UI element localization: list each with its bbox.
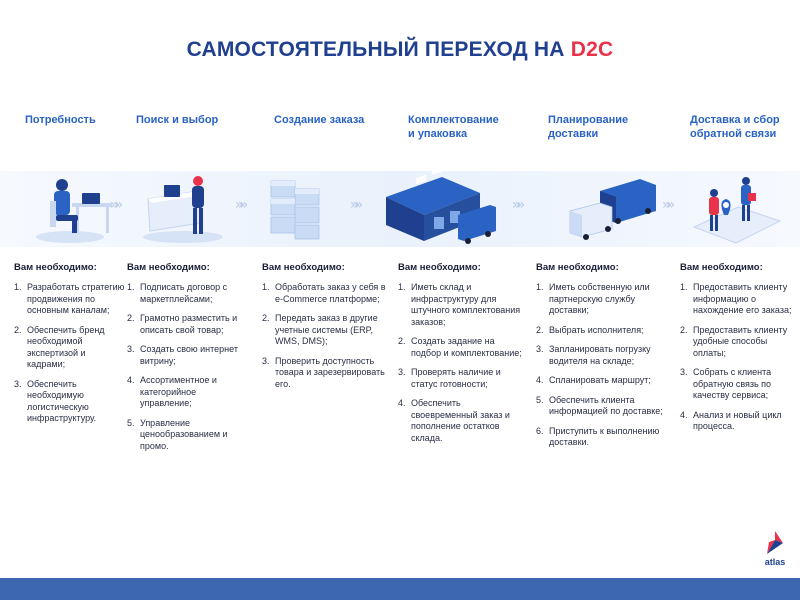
title-main: САМОСТОЯТЕЛЬНЫЙ ПЕРЕХОД НА (186, 38, 571, 61)
column-heading: Вам необходимо: (14, 262, 97, 273)
list-item: 2. Выбрать исполнителя; (536, 324, 644, 335)
chevron-right-icon: »» (235, 197, 245, 213)
list-item: 4. Обеспечить своевременный заказ и пополнение остатков склада. (398, 398, 510, 443)
list-item: 2. Передать заказ в другие учетные системы (ERP, WMS, DMS); (262, 313, 378, 346)
list-item: 4. Ассортиментное и категорийное управление; (127, 375, 217, 408)
stage-label-order: Создание заказа (274, 114, 365, 126)
chevron-right-icon: »» (110, 197, 120, 213)
list-item: 1. Иметь склад и инфраструктуру для штучного комплектования заказов; (398, 282, 521, 327)
list-item: 1. Иметь собственную или партнерскую службу доставки; (536, 282, 650, 315)
list-item: 2. Грамотно разместить и описать свой товар; (127, 313, 238, 335)
stage-label-need: Потребность (25, 114, 96, 126)
list-item: 3. Запланировать погрузку водителя на складе; (536, 344, 651, 366)
stage-label-picking: Комплектование и упаковка (408, 114, 499, 140)
list-item: 5. Управление ценообразованием и промо. (127, 417, 228, 451)
atlas-logo (761, 530, 789, 570)
list-item: 4. Анализ и новый цикл процесса. (680, 409, 782, 431)
list-item: 4. Спланировать маршрут; (536, 375, 651, 385)
logo-text: atlas (764, 557, 786, 567)
chevron-right-icon: »» (350, 197, 360, 213)
requirements-column-delivery (680, 262, 794, 441)
list-item: 6. Приступить к выполнению доставки. (536, 425, 660, 447)
list-item: 5. Обеспечить клиента информацией по доставке; (536, 394, 663, 416)
chevron-right-icon: »» (512, 197, 522, 213)
stage-label-delivery: Доставка и сбор обратной связи (690, 114, 780, 140)
column-heading: Вам необходимо: (398, 262, 481, 273)
list-item: 2. Предоставить клиенту удобные способы оплаты; (680, 324, 788, 358)
requirements-column-search (127, 262, 249, 460)
list-item: 2. Обеспечить бренд необходимой экспертизой и кадрами; (14, 324, 105, 369)
delivery-trucks-illustration (560, 171, 670, 247)
column-heading: Вам необходимо: (680, 262, 763, 273)
list-item: 3. Создать свою интернет витрину; (127, 344, 238, 366)
column-heading: Вам необходимо: (262, 262, 345, 273)
counter-illustration (138, 171, 248, 247)
list-item: 3. Проверить доступность товара и зарезервировать его. (262, 355, 385, 389)
column-heading: Вам необходимо: (127, 262, 210, 273)
list-item: 3. Собрать с клиента обратную связь по качеству сервиса; (680, 367, 772, 400)
list-item: 3. Проверять наличие и статус готовности; (398, 367, 501, 389)
footer-bar (0, 578, 800, 600)
stage-label-search: Поиск и выбор (136, 114, 219, 126)
list-item: 1. Обработать заказ у себя в e-Commerce платформе; (262, 282, 386, 304)
atlas-logo-icon (761, 530, 789, 556)
requirements-column-need (14, 262, 126, 433)
page-title (0, 38, 800, 62)
list-item: 2. Создать задание на подбор и комплектование; (398, 336, 522, 358)
courier-map-illustration (688, 171, 798, 247)
title-accent: D2C (570, 38, 614, 61)
requirements-column-picking (398, 262, 524, 452)
stacked-cubes-illustration (255, 171, 365, 247)
list-item: 1. Предоставить клиенту информацию о нахождение его заказа; (680, 282, 792, 315)
list-item: 1. Подписать договор с маркетплейсами; (127, 282, 228, 304)
list-item: 3. Обеспечить необходимую логистическую инфраструктуру. (14, 378, 97, 423)
stage-label-planning: Планирование доставки (548, 114, 629, 140)
requirements-column-planning (536, 262, 666, 457)
warehouse-illustration (382, 171, 500, 247)
chevron-right-icon: »» (662, 197, 672, 213)
list-item: 1. Разработать стратегию продвижения по основным каналам; (14, 282, 125, 315)
column-heading: Вам необходимо: (536, 262, 619, 273)
requirements-column-order (262, 262, 388, 398)
